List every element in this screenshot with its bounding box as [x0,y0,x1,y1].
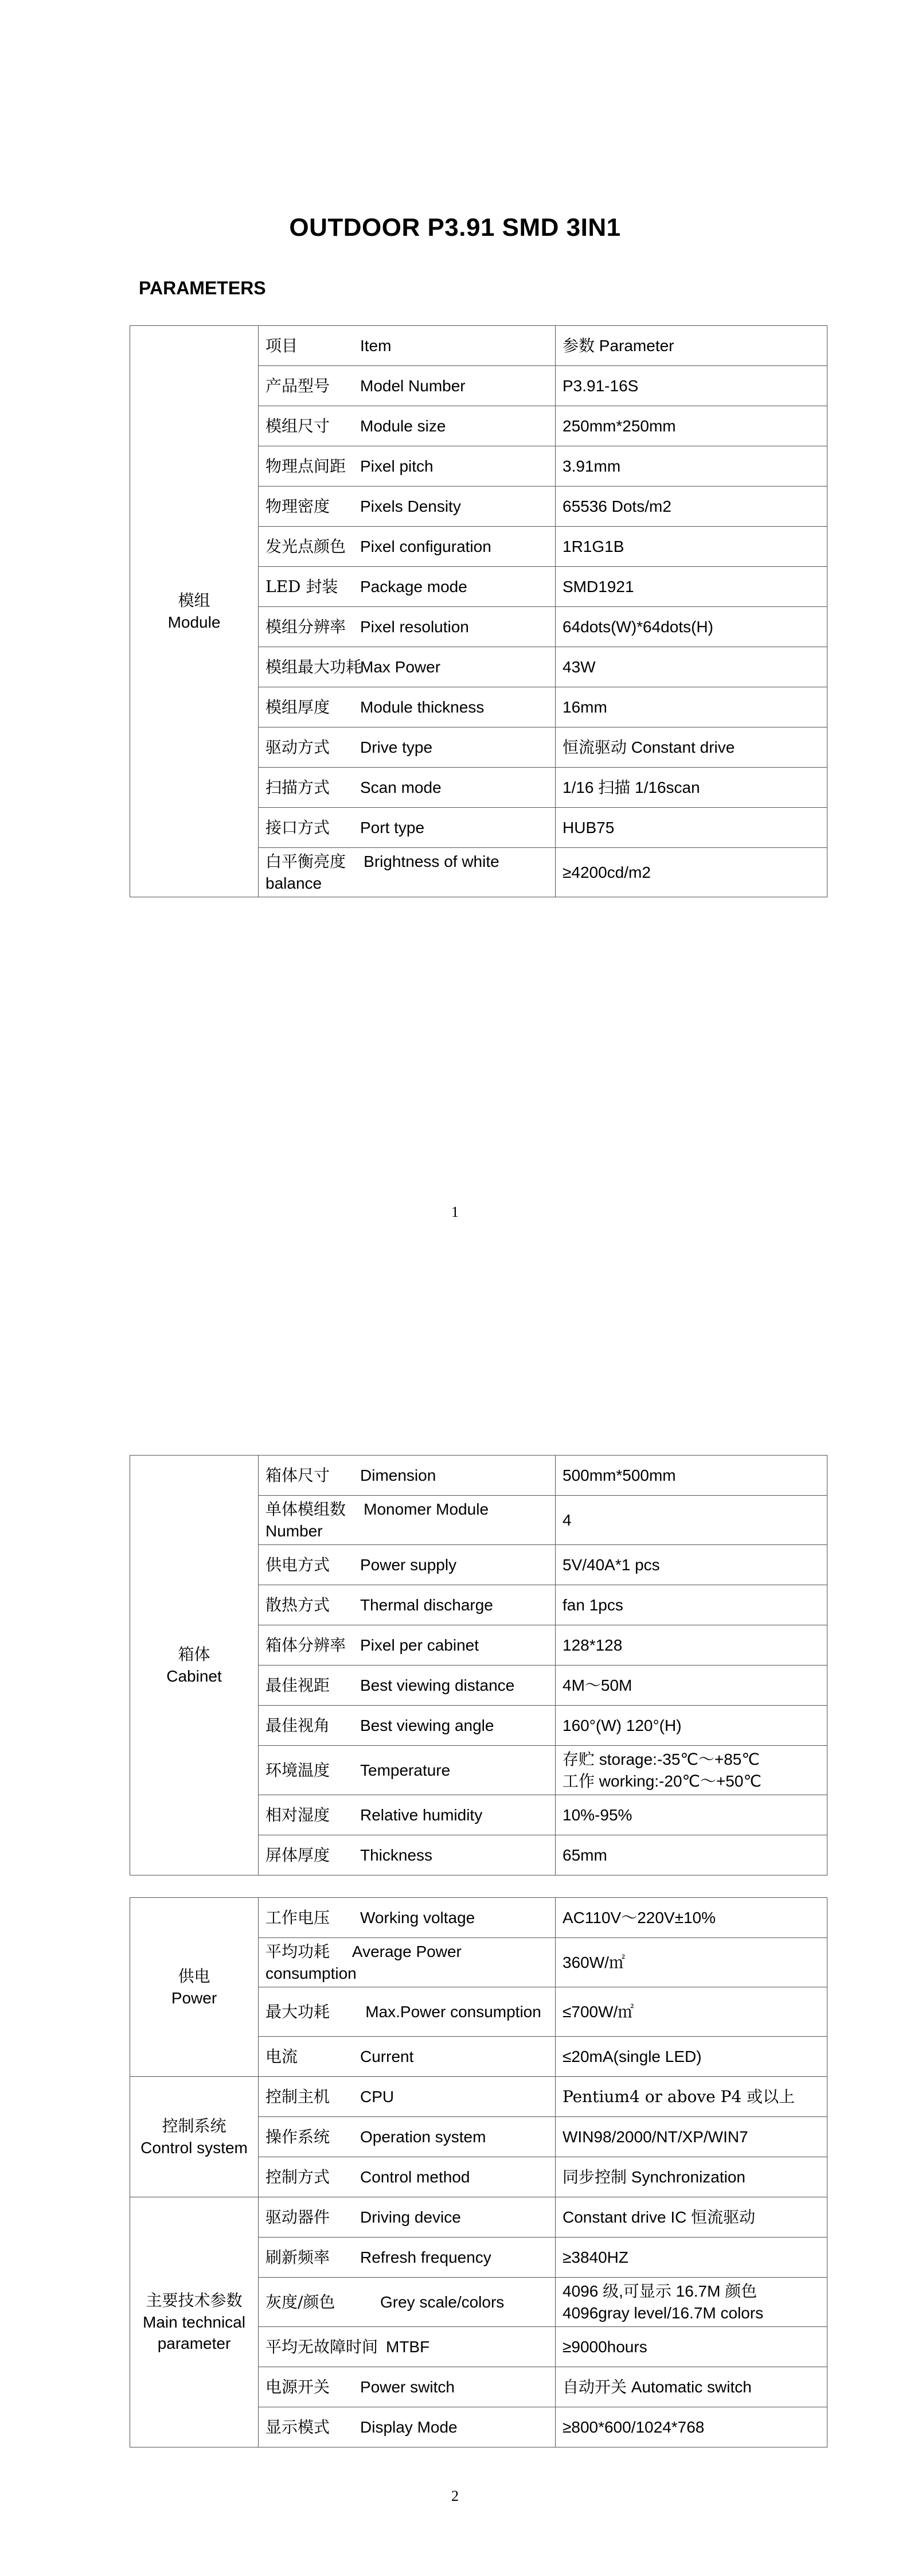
param-value: ≥4200cd/m2 [556,848,827,897]
param-value: 3.91mm [556,446,827,487]
param-value: 65536 Dots/m2 [556,487,827,527]
param-name-en: Current [360,2047,414,2065]
param-name-zh: 接口方式 [265,818,330,837]
param-name-zh: 模组分辨率 [265,617,346,636]
param-name-zh: 最佳视距 [265,1675,330,1695]
table-row [130,326,827,366]
param-name-zh: 电源开关 [265,2377,330,2396]
param-name-en: Best viewing distance [360,1676,515,1694]
module-parameters-table [130,325,827,897]
param-value: P3.91-16S [556,366,827,406]
param-name-en: Temperature [360,1761,451,1779]
param-name-zh: 项目 [265,336,298,355]
param-name-en: Monomer Module Number [265,1500,489,1540]
param-name-en: Display Mode [360,2418,458,2436]
param-value: ≤20mA(single LED) [556,2037,827,2077]
param-name-en: Dimension [360,1466,436,1484]
param-value: 16mm [556,687,827,727]
param-name-zh: 最佳视角 [265,1715,330,1735]
param-value-line: 4096 级,可显示 16.7M 颜色 [563,2282,757,2300]
param-name-zh: 物理点间距 [265,456,346,476]
param-name-zh: 发光点颜色 [265,536,346,556]
param-name-en: Refresh frequency [360,2248,491,2266]
param-value-line: 4096gray level/16.7M colors [563,2303,764,2322]
param-name-en: Module thickness [360,698,485,716]
param-name-zh: 控制方式 [265,2167,330,2186]
param-name-en: Thickness [360,1846,433,1864]
param-value: AC110V～220V±10% [556,1898,827,1938]
param-value: ≥800*600/1024*768 [556,2407,827,2447]
param-value: ≤700W/㎡ [556,1987,827,2037]
param-name-en: Max Power [360,657,441,676]
document-title: OUTDOOR P3.91 SMD 3IN1 [289,213,621,242]
param-value: 65mm [556,1835,827,1875]
param-value: 5V/40A*1 pcs [556,1545,827,1585]
section-subtitle: PARAMETERS [139,278,266,298]
table-row [130,2197,827,2238]
param-name-en: Best viewing angle [360,1716,494,1734]
param-name-zh: 屏体厚度 [265,1845,330,1865]
param-name-zh: 操作系统 [265,2127,330,2146]
param-name-zh: 电流 [265,2046,298,2066]
param-name-zh: 驱动方式 [265,737,330,757]
param-value: 500mm*500mm [556,1456,827,1496]
param-name-zh: 最大功耗 [265,2002,330,2021]
param-name-en: MTBF [386,2337,430,2356]
param-value: fan 1pcs [556,1585,827,1625]
param-name-zh: 刷新频率 [265,2247,330,2267]
param-name-en: Pixel configuration [360,537,491,555]
param-value: 250mm*250mm [556,406,827,446]
param-name-zh: 环境温度 [265,1760,330,1780]
param-value-line: 工作 working:-20℃～+50℃ [563,1772,761,1790]
page-number: 2 [451,2488,459,2504]
param-name-en: Grey scale/colors [380,2293,505,2311]
param-value: 1/16 扫描 1/16scan [556,768,827,808]
param-value [556,2278,827,2327]
page-number: 1 [451,1204,459,1220]
param-name-zh: 箱体尺寸 [265,1465,330,1485]
param-name-en: Operation system [360,2127,486,2146]
param-value: 4 [556,1496,827,1545]
param-value: 64dots(W)*64dots(H) [556,607,827,647]
param-name-en: Module size [360,417,446,435]
param-name-zh: 单体模组数 [265,1499,346,1519]
param-value: 自动开关 Automatic switch [556,2367,827,2407]
param-name-en: Working voltage [360,1908,475,1927]
param-value: HUB75 [556,808,827,848]
table-row [130,1456,827,1496]
param-name-en: Brightness of white balance [265,852,499,892]
param-value: ≥3840HZ [556,2238,827,2278]
param-value: 160°(W) 120°(H) [556,1706,827,1746]
param-name-en: Port type [360,818,425,836]
table-row [130,2077,827,2117]
param-value: 参数 Parameter [556,326,827,366]
param-name-zh: 平均无故障时间 [265,2337,378,2356]
param-name-en: Thermal discharge [360,1596,493,1614]
param-name-zh: 工作电压 [265,1908,330,1927]
param-value: 360W/㎡ [556,1938,827,1987]
param-value: 恒流驱动 Constant drive [556,727,827,768]
param-value: 同步控制 Synchronization [556,2157,827,2197]
group-label-main-technical: 主要技术参数 Main technical parameter [130,2197,259,2447]
param-name-zh: LED 封装 [265,577,338,596]
param-value: WIN98/2000/NT/XP/WIN7 [556,2117,827,2157]
param-name-en: Power supply [360,1555,457,1574]
param-name-zh: 模组尺寸 [265,416,330,435]
param-name-zh: 模组最大功耗 [265,657,362,676]
param-name-en: Power switch [360,2377,455,2396]
param-value: 4M～50M [556,1666,827,1706]
param-name-en: Control method [360,2168,470,2186]
param-name-zh: 显示模式 [265,2417,330,2437]
param-value: 10%-95% [556,1795,827,1835]
param-name-zh: 平均功耗 [265,1941,330,1961]
group-label-power: 供电 Power [130,1898,259,2077]
param-value: 43W [556,647,827,687]
param-name-en: Relative humidity [360,1805,483,1824]
param-name-en: Pixels Density [360,497,461,515]
cabinet-parameters-table [130,1455,827,1875]
param-value: 128*128 [556,1625,827,1666]
param-name-zh: 驱动器件 [265,2207,330,2227]
group-label-control-system: 控制系统 Control system [130,2077,259,2197]
param-name-en: CPU [360,2087,395,2106]
param-name-zh: 散热方式 [265,1595,330,1614]
table-row [130,1898,827,1938]
param-name-en: Item [360,336,392,355]
param-name-zh: 供电方式 [265,1555,330,1574]
param-value-line: 存贮 storage:-35℃～+85℃ [563,1750,760,1768]
param-name-en: Drive type [360,738,433,756]
param-name-en: Model Number [360,376,466,395]
param-name-zh: 控制主机 [265,2087,330,2106]
param-name-en: Pixel pitch [360,457,433,475]
param-value: Constant drive IC 恒流驱动 [556,2197,827,2238]
param-name-zh: 灰度/颜色 [265,2292,335,2312]
param-name-zh: 模组厚度 [265,697,330,717]
param-name-en: Pixel resolution [360,617,469,636]
param-name-en: Package mode [360,577,467,596]
param-name-en: Scan mode [360,778,442,796]
technical-parameters-table [130,1897,827,2447]
param-name-zh: 产品型号 [265,376,330,395]
group-label-cabinet: 箱体 Cabinet [130,1456,259,1875]
param-name-zh: 扫描方式 [265,777,330,797]
param-value: Pentium4 or above P4 或以上 [556,2077,827,2117]
param-name-en: Average Power consumption [265,1942,462,1982]
param-name-zh: 物理密度 [265,496,330,516]
param-name-zh: 白平衡亮度 [265,851,346,871]
param-name-zh: 相对湿度 [265,1805,330,1824]
param-value: 1R1G1B [556,527,827,567]
param-name-en: Max.Power consumption [365,2002,541,2021]
param-name-en: Driving device [360,2208,461,2226]
param-value: ≥9000hours [556,2327,827,2367]
group-label-module: 模组 Module [130,326,259,897]
param-value: SMD1921 [556,567,827,607]
param-name-zh: 箱体分辨率 [265,1635,346,1655]
param-value [556,1746,827,1795]
param-name-en: Pixel per cabinet [360,1636,479,1654]
